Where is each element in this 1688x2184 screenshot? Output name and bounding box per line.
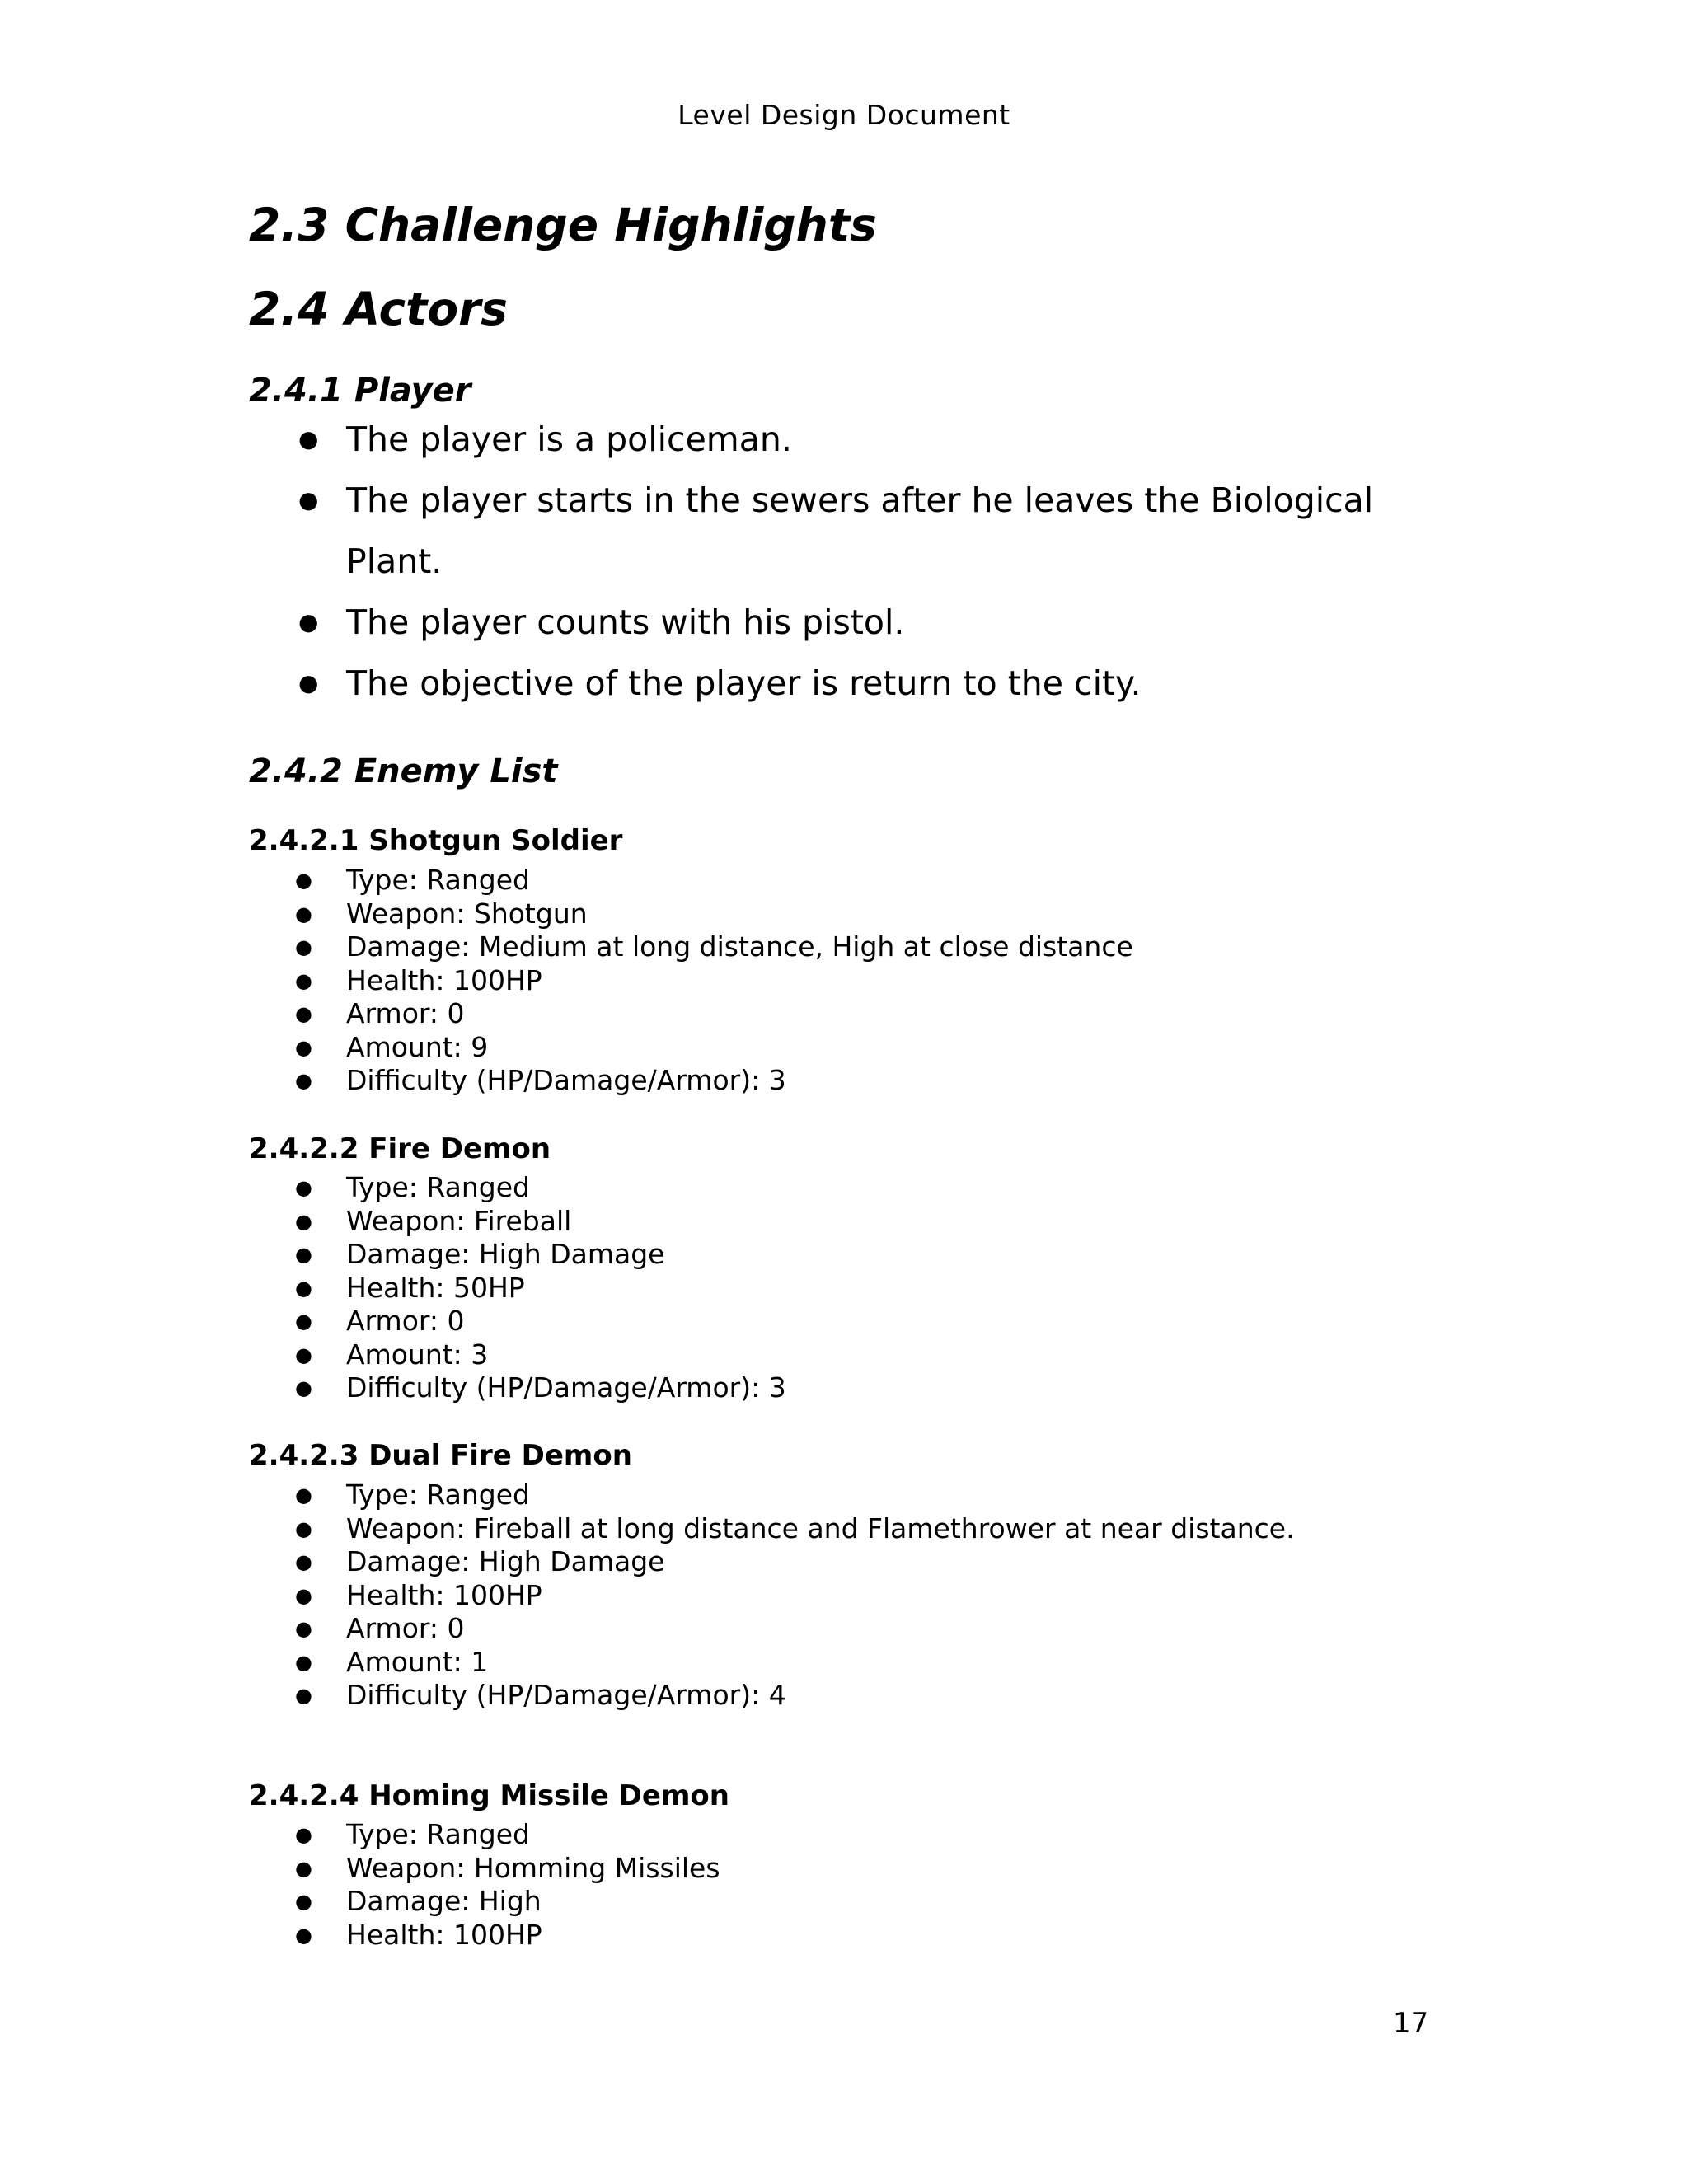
list-item: ● Weapon: Homming Missiles xyxy=(295,1851,720,1884)
bullet-dot-icon: ● xyxy=(295,1276,312,1300)
running-header: Level Design Document xyxy=(678,99,1010,131)
list-item: ● Amount: 3 xyxy=(295,1338,489,1371)
bullet-dot-icon: ● xyxy=(295,1856,312,1880)
list-item: ● Type: Ranged xyxy=(295,1479,530,1511)
bullet-dot-icon: ● xyxy=(298,425,319,452)
subsection-heading-enemy-list: 2.4.2 Enemy List xyxy=(249,752,558,790)
list-item: ● Damage: High xyxy=(295,1885,542,1917)
bullet-dot-icon: ● xyxy=(295,1069,312,1092)
list-item: ● Type: Ranged xyxy=(295,1818,530,1850)
list-item: ● Amount: 1 xyxy=(295,1645,489,1678)
bullet-dot-icon: ● xyxy=(295,1923,312,1947)
bullet-dot-icon: ● xyxy=(295,1516,312,1540)
enemy-heading-dual-fire-demon: 2.4.2.3 Dual Fire Demon xyxy=(249,1439,632,1472)
bullet-dot-icon: ● xyxy=(295,935,312,958)
player-list xyxy=(249,409,1452,714)
list-item: ● The player counts with his pistol. xyxy=(249,592,1452,653)
list-item: ● Difficulty (HP/Damage/Armor): 3 xyxy=(295,1064,786,1096)
bullet-dot-icon: ● xyxy=(295,968,312,992)
list-item: ● The objective of the player is return to the city. xyxy=(249,653,1452,714)
bullet-dot-icon: ● xyxy=(295,1483,312,1507)
enemy-heading-homing-missile-demon: 2.4.2.4 Homing Missile Demon xyxy=(249,1779,729,1812)
bullet-dot-icon: ● xyxy=(295,1310,312,1333)
bullet-dot-icon: ● xyxy=(295,1823,312,1846)
list-item: ● Damage: High Damage xyxy=(295,1545,665,1577)
list-item: ● Damage: High Damage xyxy=(295,1238,665,1270)
enemy-stats-list xyxy=(249,1479,1452,1713)
bullet-dot-icon: ● xyxy=(295,1650,312,1674)
list-item: ● Type: Ranged xyxy=(295,1171,530,1203)
bullet-dot-icon: ● xyxy=(295,869,312,892)
list-item: ● The player starts in the sewers after he leaves the Biological Plant. xyxy=(249,470,1452,592)
bullet-dot-icon: ● xyxy=(295,1376,312,1399)
enemy-stats-list xyxy=(249,1171,1452,1405)
list-item: ● Damage: Medium at long distance, High at close distance xyxy=(295,930,1133,963)
bullet-dot-icon: ● xyxy=(295,1243,312,1266)
list-item: ● Health: 100HP xyxy=(295,1918,542,1951)
list-item: ● Armor: 0 xyxy=(295,997,465,1029)
bullet-dot-icon: ● xyxy=(295,1343,312,1366)
bullet-dot-icon: ● xyxy=(295,902,312,926)
enemy-stats-list xyxy=(249,1818,1452,1952)
bullet-dot-icon: ● xyxy=(295,1550,312,1573)
list-item: ● Difficulty (HP/Damage/Armor): 4 xyxy=(295,1679,786,1711)
enemy-heading-fire-demon: 2.4.2.2 Fire Demon xyxy=(249,1132,551,1165)
bullet-dot-icon: ● xyxy=(295,1583,312,1607)
enemy-heading-shotgun-soldier: 2.4.2.1 Shotgun Soldier xyxy=(249,824,623,857)
list-item: ● Health: 50HP xyxy=(295,1271,525,1304)
bullet-dot-icon: ● xyxy=(298,608,319,635)
list-item: ● Armor: 0 xyxy=(295,1612,465,1644)
list-item: ● Amount: 9 xyxy=(295,1030,489,1063)
bullet-dot-icon: ● xyxy=(298,669,319,696)
list-item: ● Weapon: Shotgun xyxy=(295,897,588,930)
enemy-stats-list xyxy=(249,864,1452,1098)
subsection-heading-player: 2.4.1 Player xyxy=(249,372,471,410)
section-heading-challenge-highlights: 2.3 Challenge Highlights xyxy=(249,199,877,251)
list-item: ● Health: 100HP xyxy=(295,1578,542,1611)
section-heading-actors: 2.4 Actors xyxy=(249,283,508,335)
bullet-dot-icon: ● xyxy=(295,1035,312,1059)
list-item: ● Weapon: Fireball at long distance and Flamethrower at near distance. xyxy=(295,1511,1295,1544)
page-number: 17 xyxy=(1393,2007,1429,2040)
bullet-dot-icon: ● xyxy=(295,1209,312,1233)
bullet-dot-icon: ● xyxy=(295,1684,312,1707)
list-item: ● Health: 100HP xyxy=(295,963,542,996)
list-item: ● Difficulty (HP/Damage/Armor): 3 xyxy=(295,1371,786,1404)
list-item: ● Weapon: Fireball xyxy=(295,1204,572,1237)
list-item: ● Type: Ranged xyxy=(295,864,530,896)
bullet-dot-icon: ● xyxy=(295,1002,312,1025)
list-item: ● Armor: 0 xyxy=(295,1305,465,1337)
bullet-dot-icon: ● xyxy=(295,1176,312,1199)
bullet-dot-icon: ● xyxy=(295,1617,312,1640)
bullet-dot-icon: ● xyxy=(295,1890,312,1913)
bullet-dot-icon: ● xyxy=(298,486,319,513)
list-item: ● The player is a policeman. xyxy=(249,409,1452,470)
